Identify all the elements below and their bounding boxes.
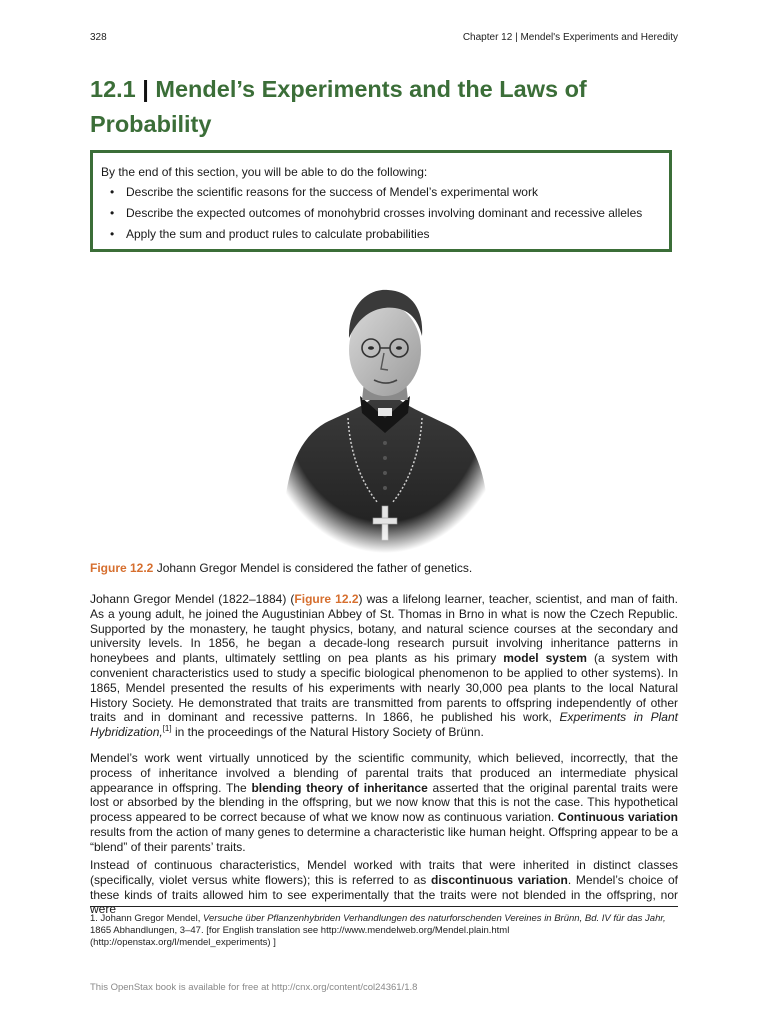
- objective-item: • Describe the scientific reasons for the success of Mendel’s experimental work: [110, 185, 538, 199]
- mendel-portrait-image: [270, 268, 500, 553]
- paragraph-2: Mendel’s work went virtually unnoticed by the scientific community, which believed, incorrectly, that the process of inheritance involved a blending of parental traits that produced an intermediate physical appearance in offspring. The blending theory of inheritance asserted that the original parental traits were lost or absorbed by the blending in the offspring, but we now know that this is not the case. This hypothetical process appeared to be correct because of what we know now as continuous variation. Continuous variation results from the action of many genes to determine a characteristic like human height. Offspring appear to be a “blend” of their parents’ traits.: [90, 751, 679, 854]
- paragraph-1: Johann Gregor Mendel (1822–1884) (Figure 12.2) was a lifelong learner, teacher, scientist, and man of faith. As a young adult, he joined the Augustinian Abbey of St. Thomas in Brno in what is now the Czech Republic. Supported by the monastery, he taught physics, botany, and natural science courses at the secondary and university levels. In 1856, he began a decade-long research pursuit involving inheritance patterns in honeybees and plants, ultimately settling on pea plants as his primary model system (a system with convenient characteristics used to study a specific biological phenomenon to be applied to other systems). In 1865, Mendel presented the results of his experiments with nearly 30,000 pea plants to the local Natural History Society. He demonstrated that traits are transmitted from parents to offspring independently of other traits and in dominant and recessive patterns. In 1866, he published his work, Experiments in Plant Hybridization,[1] in the proceedings of the Natural History Society of Brünn.: [90, 592, 679, 740]
- objective-item: • Apply the sum and product rules to calculate probabilities: [110, 227, 430, 241]
- section-title: [90, 72, 678, 142]
- page-number: 328: [90, 32, 107, 43]
- figure-caption: [90, 561, 678, 575]
- term-continuous-variation: Continuous variation: [557, 810, 679, 825]
- footnote-divider: [90, 906, 678, 907]
- footnote-title: Versuche über Pflanzenhybriden Verhandlungen des naturforschenden Vereines in Brünn, Bd. IV für das Jahr,: [203, 913, 666, 924]
- footnote: 1. Johann Gregor Mendel, Versuche über Pflanzenhybriden Verhandlungen des naturforschenden Vereines in Brünn, Bd. IV für das Jahr, 1865 Abhandlungen, 3–47. [for English translation see http://www.mendelweb.org/Mendel.plain.html (http://openstax.org/l/mendel_experiments) ]: [90, 913, 666, 948]
- caption-text: Johann Gregor Mendel is considered the father of genetics.: [153, 561, 473, 575]
- footnote-ref[interactable]: [1]: [162, 724, 172, 734]
- objectives-list: [101, 186, 661, 241]
- section-number: 12.1: [90, 76, 136, 102]
- title-separator: |: [142, 76, 149, 102]
- title-text-line2: Probability: [90, 111, 212, 137]
- paragraph-3: Instead of continuous characteristics, Mendel worked with traits that were inherited in distinct classes (specifically, violet versus white flowers); this is referred to as discontinuous variation. Mendel’s choice of these kinds of traits allowed him to see experimentally that the traits were not blended in the offspring, nor were: [90, 858, 678, 917]
- work-title: Experiments in Plant Hybridization,: [90, 710, 678, 740]
- objectives-intro: By the end of this section, you will be able to do the following:: [101, 165, 428, 179]
- page-footer: This OpenStax book is available for free at http://cnx.org/content/col24361/1.8: [90, 982, 418, 993]
- objective-item: • Describe the expected outcomes of monohybrid crosses involving dominant and recessive alleles: [110, 206, 643, 220]
- term-discontinuous-variation: discontinuous variation: [431, 872, 568, 887]
- figure-label: Figure 12.2: [90, 561, 154, 575]
- figure-link[interactable]: Figure 12.2: [294, 592, 359, 606]
- learning-objectives-box: [90, 150, 672, 252]
- term-model-system: model system: [503, 651, 587, 666]
- term-blending-theory: blending theory of inheritance: [251, 780, 428, 795]
- title-text-line1: Mendel’s Experiments and the Laws of: [155, 76, 587, 102]
- chapter-title: Chapter 12 | Mendel's Experiments and Heredity: [462, 32, 678, 43]
